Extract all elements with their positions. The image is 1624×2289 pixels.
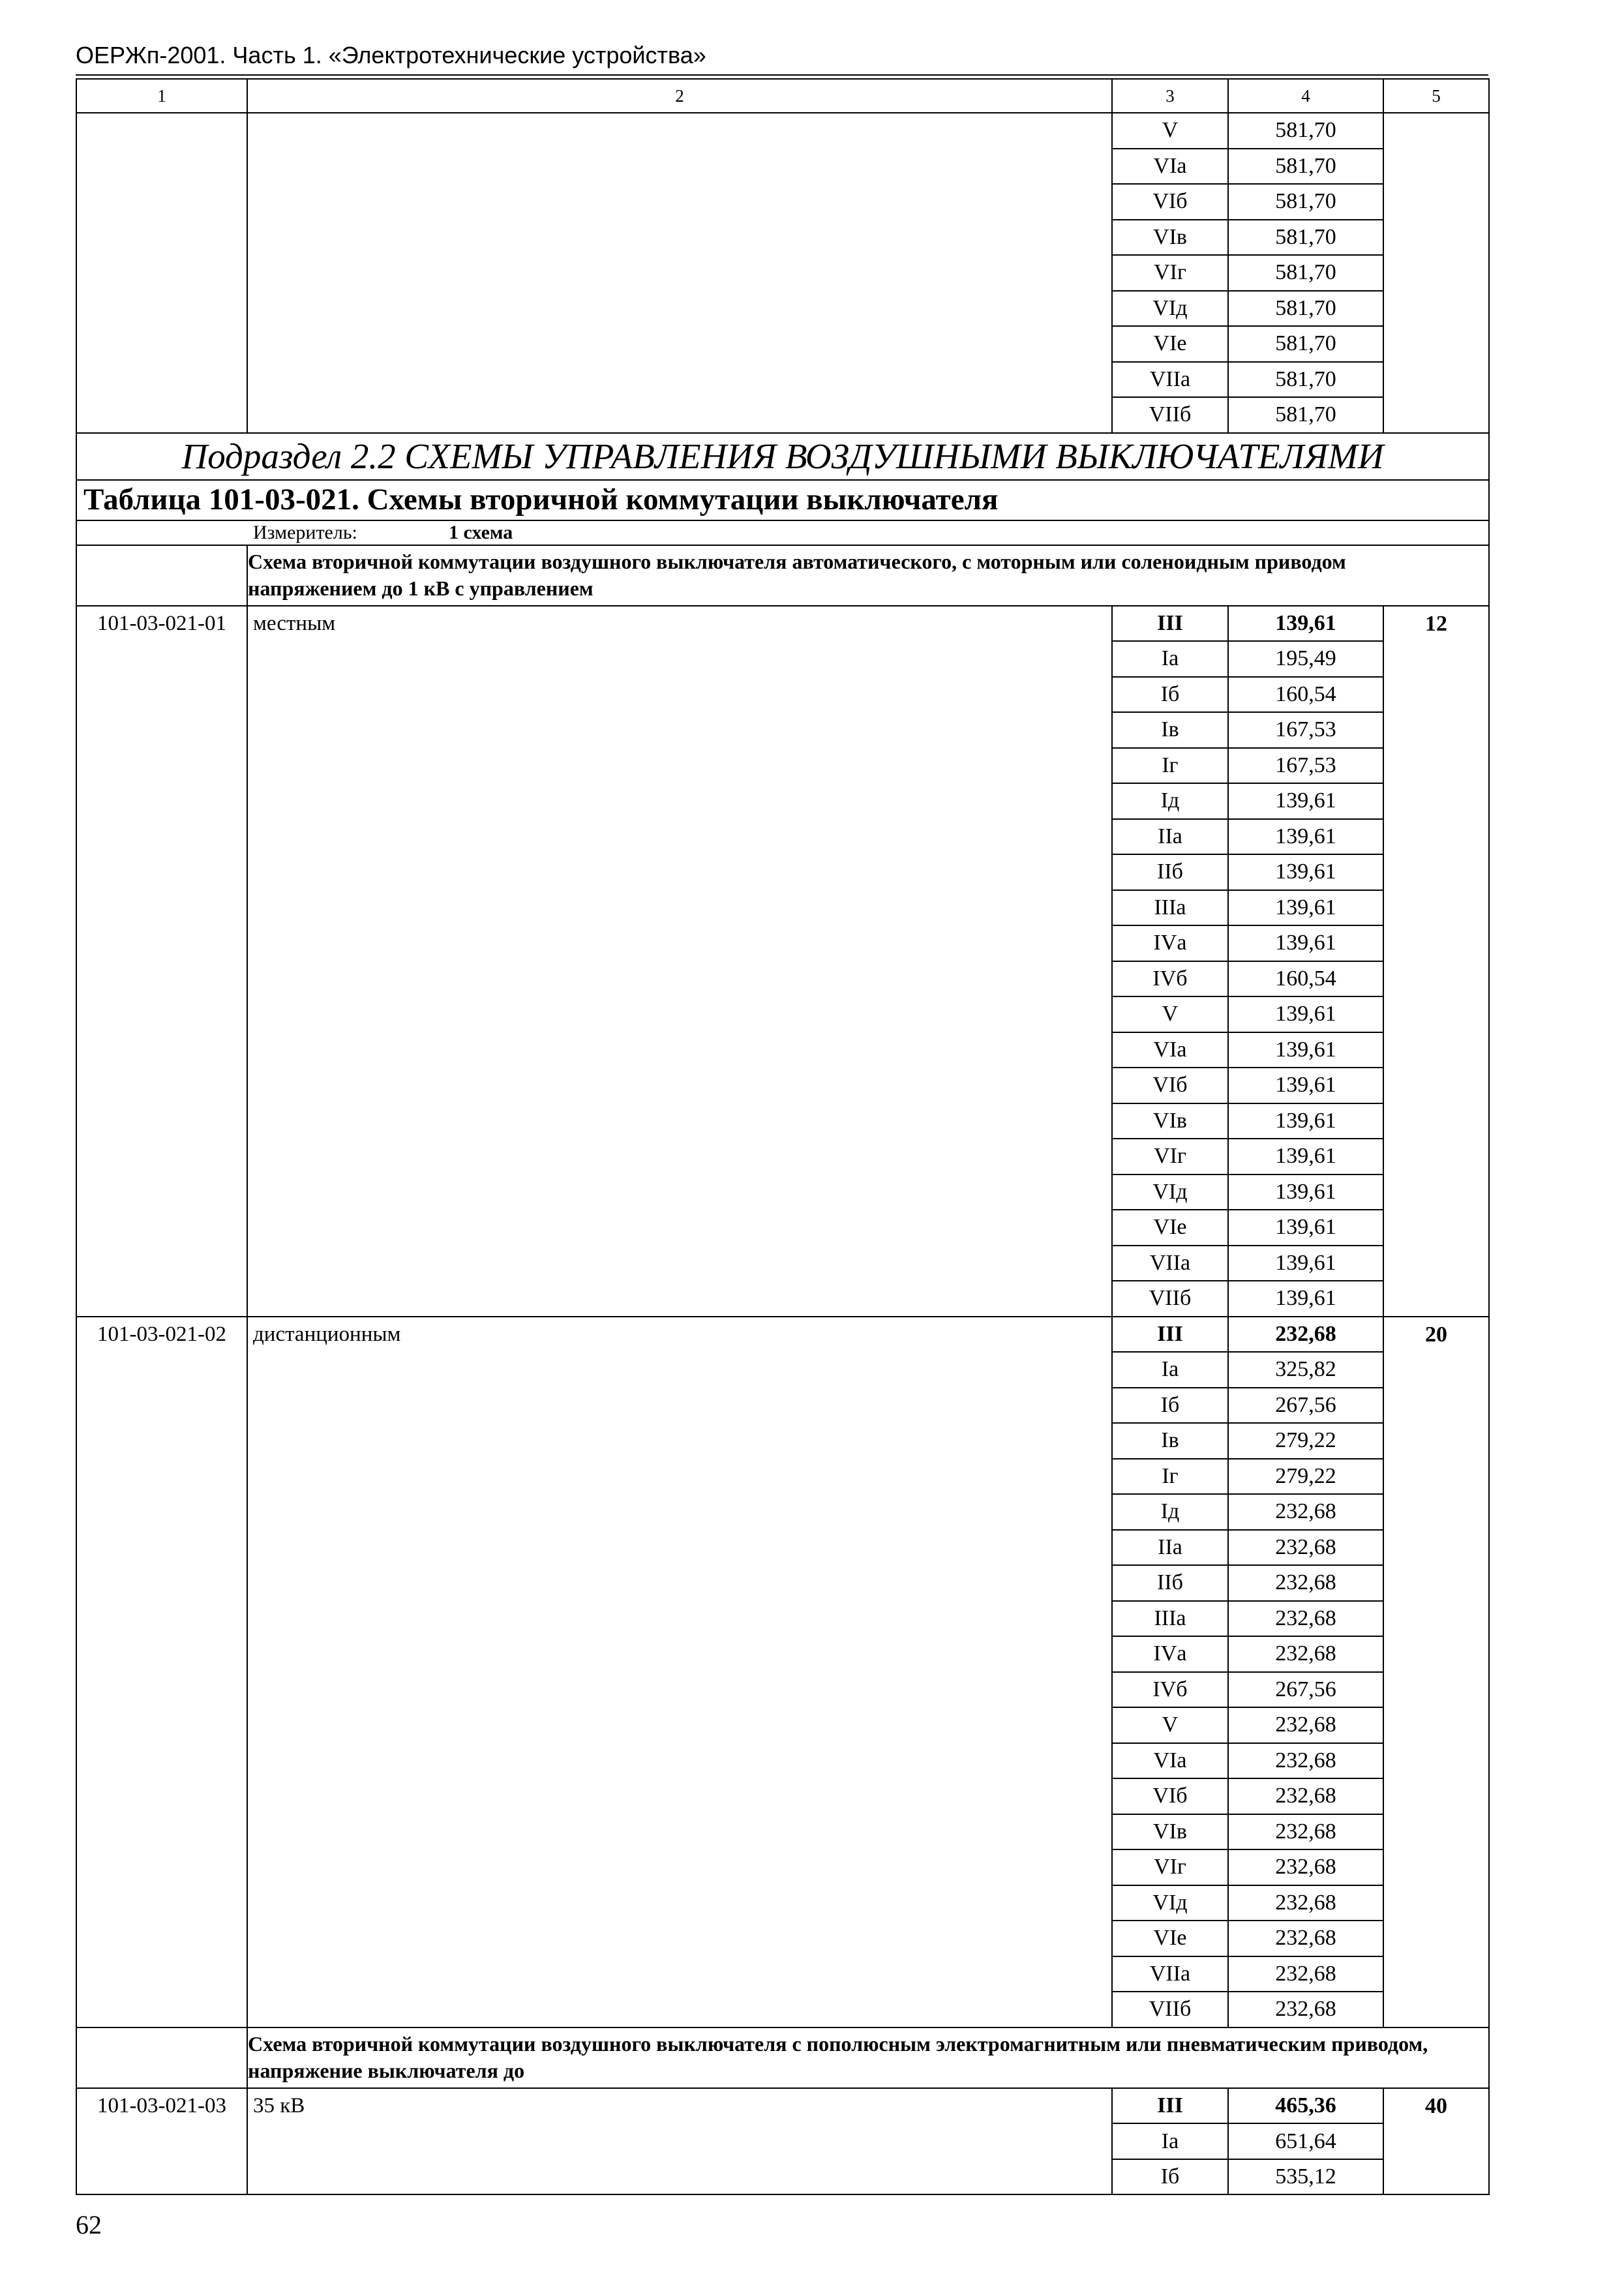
category-cell: Iв xyxy=(1112,712,1228,748)
category-cell: IIа xyxy=(1112,819,1228,855)
category-cell: VIа xyxy=(1112,1743,1228,1779)
category-cell: IIб xyxy=(1112,854,1228,890)
value-cell: 139,61 xyxy=(1228,1174,1383,1210)
description-spacer xyxy=(76,2027,247,2088)
category-cell: VIIа xyxy=(1112,1246,1228,1281)
value-cell: 160,54 xyxy=(1228,961,1383,997)
value-cell: 267,56 xyxy=(1228,1388,1383,1424)
category-cell: Iд xyxy=(1112,1494,1228,1530)
name-cell xyxy=(247,113,1112,433)
category-cell: VIа xyxy=(1112,149,1228,185)
value-cell: 167,53 xyxy=(1228,712,1383,748)
category-cell: Iг xyxy=(1112,1459,1228,1495)
value-cell: 232,68 xyxy=(1228,1992,1383,2027)
table-title: Таблица 101-03-021. Схемы вторичной коммутации выключателя xyxy=(76,480,1489,520)
subsection-heading: Подраздел 2.2 СХЕМЫ УПРАВЛЕНИЯ ВОЗДУШНЫМИ ВЫКЛЮЧАТЕЛЯМИ xyxy=(76,433,1489,480)
value-cell: 139,61 xyxy=(1228,1246,1383,1281)
value-cell: 139,61 xyxy=(1228,783,1383,819)
description-spacer xyxy=(76,545,247,606)
description-cell xyxy=(247,545,1489,606)
value-cell: 581,70 xyxy=(1228,220,1383,256)
category-cell: IVа xyxy=(1112,925,1228,961)
category-cell: Iв xyxy=(1112,1423,1228,1459)
table-title-row xyxy=(76,480,1489,520)
category-cell: V xyxy=(1112,1707,1228,1743)
value-cell: 232,68 xyxy=(1228,1956,1383,1992)
value-cell: 279,22 xyxy=(1228,1459,1383,1495)
value-cell: 581,70 xyxy=(1228,291,1383,327)
value-cell: 232,68 xyxy=(1228,1636,1383,1672)
table-row xyxy=(76,113,1489,149)
category-cell: Iа xyxy=(1112,1352,1228,1388)
value-cell: 139,61 xyxy=(1228,1103,1383,1139)
col5-cell: 20 xyxy=(1383,1317,1489,2027)
name-cell: дистанционным xyxy=(247,1317,1112,2027)
value-cell: 139,61 xyxy=(1228,1281,1383,1317)
value-cell: 651,64 xyxy=(1228,2123,1383,2159)
value-cell: 232,68 xyxy=(1228,1778,1383,1814)
category-cell: Iд xyxy=(1112,783,1228,819)
value-cell: 267,56 xyxy=(1228,1672,1383,1708)
value-cell: 139,61 xyxy=(1228,1032,1383,1068)
category-cell: III xyxy=(1112,1317,1228,1353)
value-cell: 325,82 xyxy=(1228,1352,1383,1388)
code-cell: 101-03-021-01 xyxy=(76,606,247,1317)
category-cell: VIа xyxy=(1112,1032,1228,1068)
category-cell: VIд xyxy=(1112,1174,1228,1210)
category-cell: VIIб xyxy=(1112,1992,1228,2027)
value-cell: 139,61 xyxy=(1228,854,1383,890)
page-number: 62 xyxy=(76,2210,102,2239)
category-cell: VIд xyxy=(1112,291,1228,327)
unit-label: Измеритель: xyxy=(253,521,357,543)
category-cell: IVб xyxy=(1112,961,1228,997)
category-cell: Iа xyxy=(1112,2123,1228,2159)
value-cell: 139,61 xyxy=(1228,606,1383,642)
value-cell: 581,70 xyxy=(1228,397,1383,433)
value-cell: 232,68 xyxy=(1228,1601,1383,1637)
category-cell: VIе xyxy=(1112,1921,1228,1956)
value-cell: 139,61 xyxy=(1228,1068,1383,1103)
code-cell xyxy=(76,113,247,433)
running-header: ОЕРЖп-2001. Часть 1. «Электротехнические устройства» xyxy=(76,42,706,68)
category-cell: IIIа xyxy=(1112,1601,1228,1637)
category-cell: IIIа xyxy=(1112,890,1228,926)
category-cell: IVа xyxy=(1112,1636,1228,1672)
name-cell: местным xyxy=(247,606,1112,1317)
value-cell: 581,70 xyxy=(1228,255,1383,291)
category-cell: VIв xyxy=(1112,1814,1228,1850)
value-cell: 139,61 xyxy=(1228,890,1383,926)
value-cell: 139,61 xyxy=(1228,1210,1383,1246)
category-cell: IIб xyxy=(1112,1565,1228,1601)
col5-cell xyxy=(1383,113,1489,433)
value-cell: 232,68 xyxy=(1228,1849,1383,1885)
value-cell: 167,53 xyxy=(1228,748,1383,784)
value-cell: 232,68 xyxy=(1228,1707,1383,1743)
category-cell: VIб xyxy=(1112,1778,1228,1814)
unit-value: 1 схема xyxy=(449,521,513,543)
category-cell: VIIб xyxy=(1112,1281,1228,1317)
unit-cell xyxy=(76,520,1489,545)
category-cell: III xyxy=(1112,2088,1228,2124)
value-cell: 465,36 xyxy=(1228,2088,1383,2124)
header-rule xyxy=(76,74,1488,76)
value-cell: 232,68 xyxy=(1228,1317,1383,1353)
value-cell: 232,68 xyxy=(1228,1885,1383,1921)
table-row xyxy=(76,606,1489,642)
rates-table xyxy=(76,78,1490,2195)
value-cell: 581,70 xyxy=(1228,184,1383,220)
subsection-row xyxy=(76,433,1489,480)
value-cell: 232,68 xyxy=(1228,1814,1383,1850)
code-cell: 101-03-021-02 xyxy=(76,1317,247,2027)
column-number: 3 xyxy=(1112,79,1228,113)
category-cell: VIв xyxy=(1112,220,1228,256)
category-cell: Iа xyxy=(1112,641,1228,677)
category-cell: Iб xyxy=(1112,1388,1228,1424)
category-cell: Iб xyxy=(1112,2159,1228,2195)
unit-row xyxy=(76,520,1489,545)
value-cell: 232,68 xyxy=(1228,1921,1383,1956)
value-cell: 160,54 xyxy=(1228,677,1383,713)
category-cell: VIб xyxy=(1112,184,1228,220)
name-cell: 35 кВ xyxy=(247,2088,1112,2195)
column-number: 4 xyxy=(1228,79,1383,113)
value-cell: 581,70 xyxy=(1228,362,1383,398)
category-cell: VIе xyxy=(1112,326,1228,362)
value-cell: 535,12 xyxy=(1228,2159,1383,2195)
value-cell: 195,49 xyxy=(1228,641,1383,677)
description-row xyxy=(76,545,1489,606)
column-number-row xyxy=(76,79,1489,113)
category-cell: VIг xyxy=(1112,1849,1228,1885)
value-cell: 232,68 xyxy=(1228,1530,1383,1566)
value-cell: 232,68 xyxy=(1228,1494,1383,1530)
category-cell: VIв xyxy=(1112,1103,1228,1139)
value-cell: 139,61 xyxy=(1228,1139,1383,1174)
category-cell: V xyxy=(1112,996,1228,1032)
category-cell: VIб xyxy=(1112,1068,1228,1103)
category-cell: III xyxy=(1112,606,1228,642)
value-cell: 279,22 xyxy=(1228,1423,1383,1459)
value-cell: 581,70 xyxy=(1228,326,1383,362)
column-number: 1 xyxy=(76,79,247,113)
value-cell: 581,70 xyxy=(1228,149,1383,185)
value-cell: 139,61 xyxy=(1228,819,1383,855)
category-cell: VIг xyxy=(1112,1139,1228,1174)
category-cell: VIд xyxy=(1112,1885,1228,1921)
description-cell xyxy=(247,2027,1489,2088)
code-cell: 101-03-021-03 xyxy=(76,2088,247,2195)
category-cell: IIа xyxy=(1112,1530,1228,1566)
value-cell: 232,68 xyxy=(1228,1743,1383,1779)
table-row xyxy=(76,2088,1489,2124)
category-cell: VIIа xyxy=(1112,362,1228,398)
column-number: 2 xyxy=(247,79,1112,113)
description-text: Схема вторичной коммутации воздушного выключателя автоматического, с моторным или соленоидным приводом напряжением до 1 кВ с управлением xyxy=(248,549,1346,601)
table-row xyxy=(76,1317,1489,1353)
category-cell: Iб xyxy=(1112,677,1228,713)
category-cell: VIе xyxy=(1112,1210,1228,1246)
value-cell: 139,61 xyxy=(1228,996,1383,1032)
description-text: Схема вторичной коммутации воздушного выключателя с пополюсным электромагнитным или пневматическим приводом, напряжение выключателя до xyxy=(248,2031,1428,2083)
column-number: 5 xyxy=(1383,79,1489,113)
category-cell: IVб xyxy=(1112,1672,1228,1708)
description-row xyxy=(76,2027,1489,2088)
value-cell: 581,70 xyxy=(1228,113,1383,149)
value-cell: 232,68 xyxy=(1228,1565,1383,1601)
category-cell: VIIа xyxy=(1112,1956,1228,1992)
col5-cell: 40 xyxy=(1383,2088,1489,2195)
category-cell: V xyxy=(1112,113,1228,149)
category-cell: VIг xyxy=(1112,255,1228,291)
category-cell: VIIб xyxy=(1112,397,1228,433)
category-cell: Iг xyxy=(1112,748,1228,784)
col5-cell: 12 xyxy=(1383,606,1489,1317)
value-cell: 139,61 xyxy=(1228,925,1383,961)
